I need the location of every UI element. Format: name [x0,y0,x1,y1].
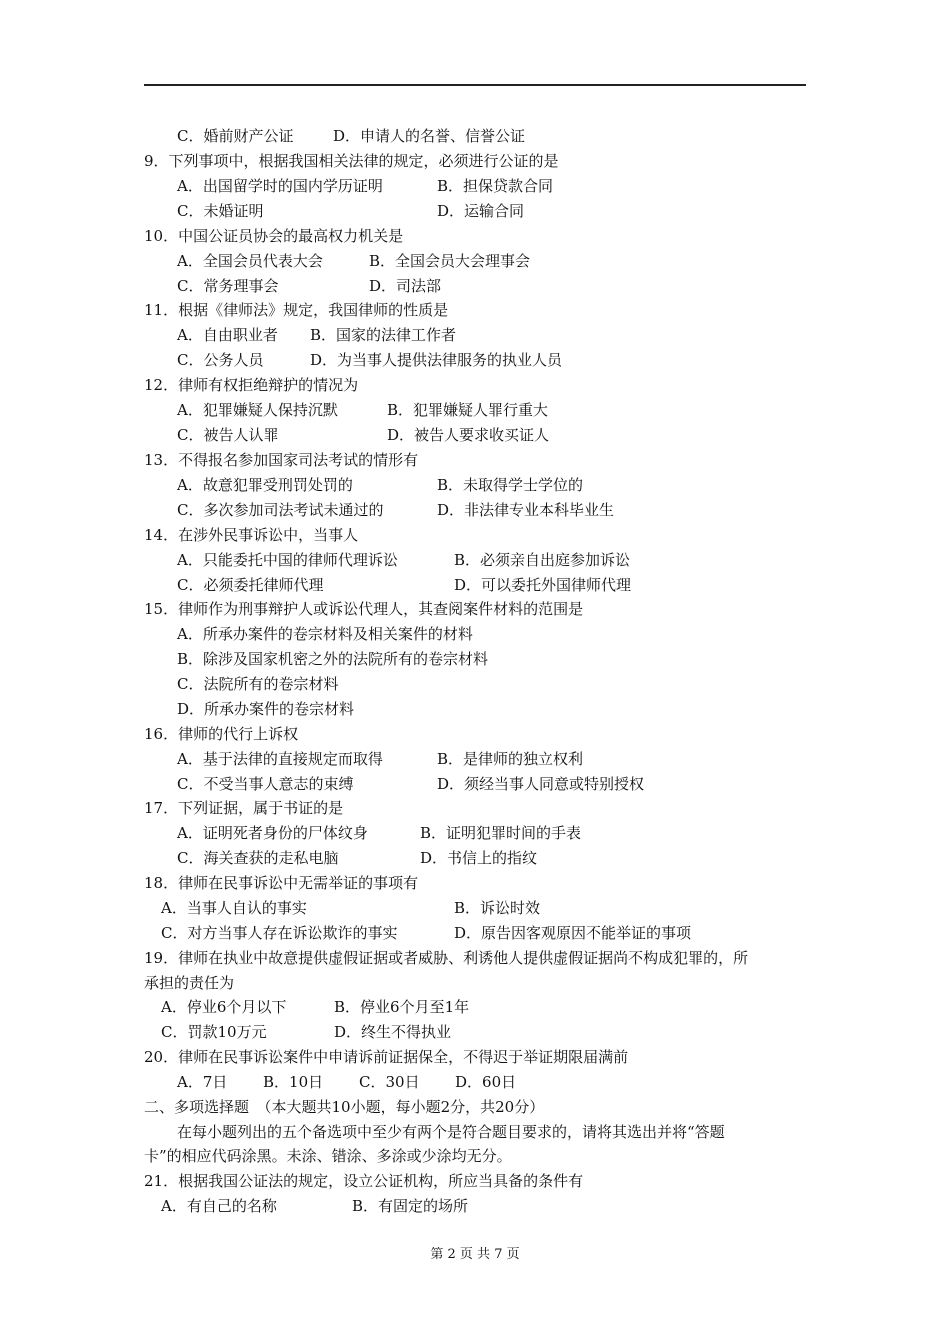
option: D．须经当事人同意或特别授权 [437,775,645,793]
option: A．所承办案件的卷宗材料及相关案件的材料 [177,625,473,643]
option: D．被告人要求收买证人 [387,426,550,444]
option: B．证明犯罪时间的手表 [420,824,582,842]
option: A．停业6个月以下 [161,998,287,1016]
section-instructions-cont: 卡”的相应代码涂黑。未涂、错涂、多涂或少涂均无分。 [144,1147,512,1165]
option: D．60日 [455,1073,517,1091]
option: A．自由职业者 [177,326,278,344]
option: D．运输合同 [437,202,525,220]
option: B．担保贷款合同 [437,177,554,195]
option: A．故意犯罪受刑罚处罚的 [177,476,353,494]
option: A．犯罪嫌疑人保持沉默 [177,401,338,419]
section-instructions: 在每小题列出的五个备选项中至少有两个是符合题目要求的，请将其选出并将“答题 [177,1123,725,1141]
option: C．多次参加司法考试未通过的 [177,501,384,519]
question-20: 20．律师在民事诉讼案件中申请诉前证据保全，不得迟于举证期限届满前 [144,1048,629,1066]
option: B．停业6个月至1年 [334,998,470,1016]
option: C．必须委托律师代理 [177,576,324,594]
option: B．未取得学士学位的 [437,476,584,494]
option: D．终生不得执业 [334,1023,452,1041]
option: B．必须亲自出庭参加诉讼 [454,551,631,569]
option: A．7日 [177,1073,228,1091]
option: D．书信上的指纹 [420,849,538,867]
option: B．除涉及国家机密之外的法院所有的卷宗材料 [177,650,489,668]
question-19-cont: 承担的责任为 [144,974,235,992]
option: D．可以委托外国律师代理 [454,576,632,594]
option: A．只能委托中国的律师代理诉讼 [177,551,398,569]
option: C．罚款10万元 [161,1023,267,1041]
question-14: 14．在涉外民事诉讼中，当事人 [144,526,359,544]
option: D．申请人的名誉、信誉公证 [333,127,526,145]
option: C．30日 [359,1073,420,1091]
question-19: 19．律师在执业中故意提供虚假证据或者威胁、利诱他人提供虚假证据尚不构成犯罪的，所 [144,949,749,967]
option: C．常务理事会 [177,277,279,295]
option: C．未婚证明 [177,202,264,220]
option: C．被告人认罪 [177,426,279,444]
option: A．全国会员代表大会 [177,252,323,270]
option: B．诉讼时效 [454,899,541,917]
option: B．10日 [263,1073,324,1091]
option: A．有自己的名称 [161,1197,277,1215]
option: C．公务人员 [177,351,264,369]
question-16: 16．律师的代行上诉权 [144,725,299,743]
question-18: 18．律师在民事诉讼中无需举证的事项有 [144,874,419,892]
section-heading: 二、多项选择题 （本大题共10小题，每小题2分，共20分） [144,1098,545,1116]
option: B．是律师的独立权利 [437,750,584,768]
question-21: 21．根据我国公证法的规定，设立公证机构，所应当具备的条件有 [144,1172,584,1190]
question-12: 12．律师有权拒绝辩护的情况为 [144,376,359,394]
option: B．犯罪嫌疑人罪行重大 [387,401,549,419]
option: C．海关查获的走私电脑 [177,849,339,867]
question-10: 10．中国公证员协会的最高权力机关是 [144,227,404,245]
page-footer: 第 2 页 共 7 页 [430,1247,520,1262]
option: B．全国会员大会理事会 [369,252,531,270]
option: D．司法部 [369,277,442,295]
question-11: 11．根据《律师法》规定，我国律师的性质是 [144,301,449,319]
question-9: 9．下列事项中，根据我国相关法律的规定，必须进行公证的是 [144,152,559,170]
option: A．出国留学时的国内学历证明 [177,177,383,195]
option: A．当事人自认的事实 [161,899,307,917]
option: C．对方当事人存在诉讼欺诈的事实 [161,924,398,942]
question-13: 13．不得报名参加国家司法考试的情形有 [144,451,419,469]
option: C．婚前财产公证 [177,127,294,145]
option: D．所承办案件的卷宗材料 [177,700,355,718]
option: A．证明死者身份的尸体纹身 [177,824,368,842]
option: B．国家的法律工作者 [310,326,457,344]
option: A．基于法律的直接规定而取得 [177,750,383,768]
option: B．有固定的场所 [352,1197,469,1215]
option: C．不受当事人意志的束缚 [177,775,354,793]
option: D．非法律专业本科毕业生 [437,501,615,519]
option: D．原告因客观原因不能举证的事项 [454,924,692,942]
option: C．法院所有的卷宗材料 [177,675,339,693]
header-rule [144,84,806,86]
question-15: 15．律师作为刑事辩护人或诉讼代理人，其查阅案件材料的范围是 [144,600,584,618]
question-17: 17．下列证据，属于书证的是 [144,799,344,817]
option: D．为当事人提供法律服务的执业人员 [310,351,563,369]
